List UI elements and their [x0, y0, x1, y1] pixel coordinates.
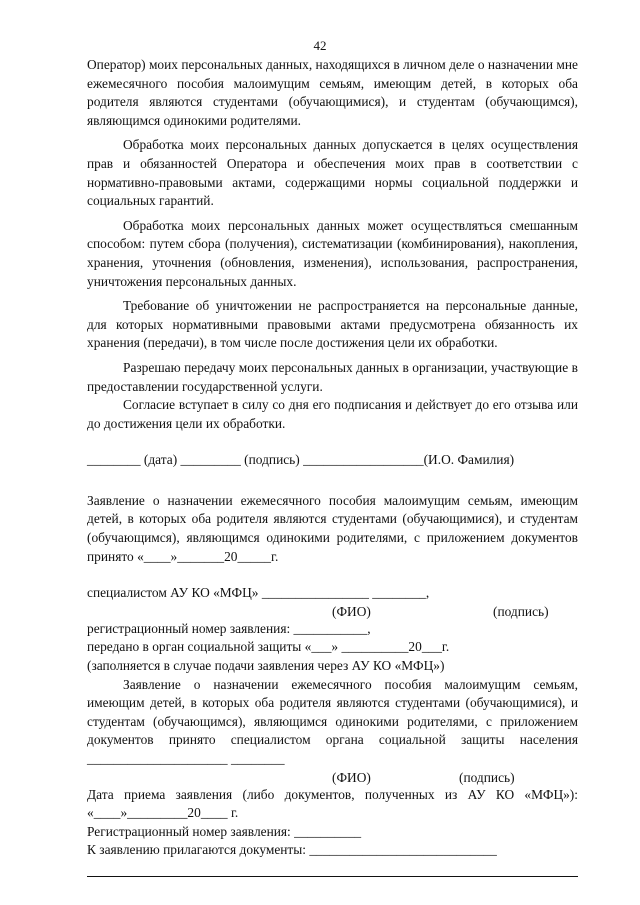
mfc-statement: Заявление о назначении ежемесячного пособия малоимущим семьям, имеющим детей, в которых оба родителя являются студентами (обучающимися), и студентам (обучающимся), являющимся одинокими родителями, с приложением документов принято «____»_______20_____г. [87, 492, 578, 564]
social-attachments: К заявлению прилагаются документы: ____________________________ [87, 842, 497, 858]
attachments-blank-line [87, 862, 578, 877]
social-sign-caption: (подпись) [459, 769, 515, 785]
consent-paragraph-5: Разрешаю передачу моих персональных данных в организации, участвующие в предоставлении государственной услуги. [87, 359, 578, 394]
mfc-specialist-line: специалистом АУ КО «МФЦ» ________________ ________, [87, 585, 430, 601]
consent-paragraph-4: Требование об уничтожении не распространяется на персональные данные, для которых нормативными правовыми актами предусмотрена обязанность их хранения (передачи), в том числе после достижения цели их обработки. [87, 298, 578, 351]
mfc-sign-caption: (подпись) [493, 603, 549, 619]
consent-paragraph-3: Обработка моих персональных данных может осуществляться смешанным способом: путем сбора (получения), систематизации (комбинирования), накопления, хранения, уточнения (обновления, изменения), использования, распространения, уничтожения персональных данных. [87, 217, 578, 289]
social-captions [87, 769, 578, 786]
mfc-fio-caption: (ФИО) [332, 603, 371, 619]
page-number: 42 [313, 38, 327, 53]
consent-paragraph-1: Оператор) моих персональных данных, находящихся в личном деле о назначении мне ежемесячного пособия малоимущим семьям, имеющим детей, в которых оба родителя являются студентами (обучающимися), и студентам (обучающимся), являющимся одинокими родителями. [87, 57, 578, 128]
signature-line: ________ (дата) _________ (подпись) __________________(И.О. Фамилия) [87, 452, 515, 468]
mfc-transferred: передано в орган социальной защиты «___» __________20___г. [87, 639, 450, 655]
social-fio-caption: (ФИО) [332, 769, 371, 785]
document-body [87, 56, 578, 877]
consent-paragraph-2: Обработка моих персональных данных допускается в целях осуществления прав и обязанностей Оператора и обеспечения моих прав в соответствии с нормативно-правовыми актами, содержащими нормы социальной поддержки и социальных гарантий. [87, 137, 578, 209]
social-reg-number: Регистрационный номер заявления: __________ [87, 823, 362, 839]
social-statement: Заявление о назначении ежемесячного пособия малоимущим семьям, имеющим детей, в которых оба родителя являются студентами (обучающимися), и студентам (обучающимся), являющимся одинокими родителями, с приложением документов принято специалистом органа социальной защиты населения _____________________ ________ [87, 676, 578, 766]
social-receipt-date: Дата приема заявления (либо документов, полученных из АУ КО «МФЦ»): «____»_________20____ г. [87, 786, 578, 821]
mfc-note: (заполняется в случае подачи заявления через АУ КО «МФЦ») [87, 658, 445, 674]
consent-paragraph-6: Согласие вступает в силу со дня его подписания и действует до его отзыва или до достижения цели их обработки. [87, 397, 578, 431]
mfc-reg-number: регистрационный номер заявления: ___________, [87, 620, 371, 636]
mfc-captions [87, 603, 578, 620]
